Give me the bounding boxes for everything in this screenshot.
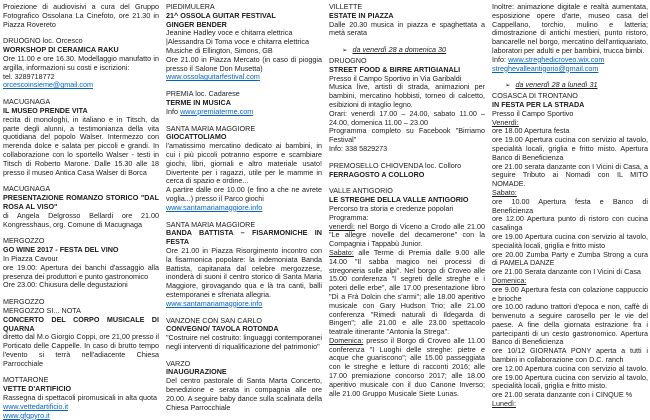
- event-title: CONVEGNO/ TAVOLA ROTONDA: [166, 324, 279, 334]
- link-line: [166, 300, 322, 309]
- event-location: DRUOGNO loc. Orcesco: [3, 36, 83, 46]
- event-location: MOTTARONE: [3, 375, 49, 385]
- event-location: PIEDIMULERA: [166, 2, 215, 11]
- web-link[interactable]: www.gfgpyro.it: [3, 410, 50, 420]
- event-block: [3, 3, 159, 29]
- link-prefix-text: Info:: [492, 54, 509, 64]
- column-4: [492, 3, 648, 420]
- link-line: [492, 65, 648, 74]
- event-text: tel. 3289718772: [3, 71, 55, 81]
- arrow-bullet-icon: ➢: [505, 82, 511, 90]
- link-line: [166, 204, 322, 213]
- date-range-text: da venerdì 28 a lunedì 31: [515, 80, 598, 90]
- web-link[interactable]: www.premiaterme.com: [180, 106, 254, 116]
- event-text: ore 9.00 Apertura festa con colazione cappuccio e brioche: [492, 284, 648, 303]
- event-block: [492, 81, 648, 91]
- web-link[interactable]: www.streghedicroveo.wix.com: [508, 54, 605, 64]
- event-text: ore 21.00 Serata danzante con I Vicini di Casa: [492, 267, 641, 277]
- event-block: [492, 92, 648, 409]
- event-text: ore 21.00 serata danzante con I Vicini di Casa, a seguire Tributo ai Nomadi con IL MITO NOMADE.: [492, 161, 648, 189]
- column-3: [329, 3, 485, 420]
- event-title: WORKSHOP DI CERAMICA RAKU: [3, 45, 119, 55]
- event-text: recita di monologhi, in italiano e in Titsch, da parte degli alunni, a testimonianza della vita quotidiana del popolo Walser. Intermezzo con merenda dolce e salata per piccoli e grandi. In collaborazione con lo sportello Walser - testi in Titsch di Roberto Marone. Dalle 15.30 alle 18 presso il museo Antica Casa Walser di Borca: [3, 114, 159, 177]
- event-location: SANTA MARIA MAGGIORE: [166, 123, 256, 133]
- event-text: |Alessandra Di Toma voce e chitarra elettrica: [166, 37, 309, 47]
- event-title: TERME IN MUSICA: [166, 97, 231, 107]
- event-block: [329, 187, 485, 398]
- event-text: ore 10.00 Apertura festa e Banco di Beneficienza: [492, 196, 648, 215]
- event-title: CONCERTO DEL CORPO MUSICALE DI QUARNA: [3, 314, 159, 333]
- event-text: Inoltre: animazione digitale e realtà aumentata, esposizione opere d'arte, museo casa del Cappellano, torchio, mulino e latteria; dimostrazione di antichi mestieri, punto ristoro, bancarelle nel borgo, mercatino dell'antiquariato, laboratori per adulti e per bambini, trucca bimbi.: [492, 2, 648, 55]
- event-text: Ore 21.00 in Piazza Mercato (in caso di pioggia presso il Salone Don Musetta): [166, 54, 322, 73]
- event-text: Info: 338 5829273: [329, 143, 388, 153]
- event-title: INAUGURAZIONE: [166, 367, 227, 377]
- event-location: COSASCA DI TRONTANO: [492, 91, 578, 101]
- day-program-text: alle Terme di Premia dalle 9.00 alle 14.00 "Il sabba magico nei processi di stregoneria sulle alpi". Nel borgo di Croveo alle 15.00 conferenza "I segreti delle streghe e i poteri delle erbe", alle 17.00 presentazione libro "Dì a Frà Dolcin che s'armi"; alle 18.00 aperitivo musicale con Gary Hudson Trio; alle 21.00 conferenza "Rimedi naturali di Ildegarda di Bingen"; alle 21.00 e alle 23.00 spettacolo teatrale itinerante "Antonia la Strega".: [329, 247, 485, 337]
- event-text: [329, 337, 485, 399]
- event-title: STREET FOOD & BIRRE ARTIGIANALI: [329, 64, 461, 74]
- event-title: GINGER BENDER: [166, 19, 227, 29]
- event-text: ore 19.00: Apertura dei banchi d'assaggio alla presenza dei produttori e punto gastronomico: [3, 262, 159, 281]
- event-title: 21^ OSSOLA GUITAR FESTIVAL: [166, 10, 276, 20]
- event-text: Programma:: [329, 212, 369, 222]
- event-block: [3, 37, 159, 90]
- event-text: "Costruire nel costruito: linguaggi contemporanei negli interventi di riqualificazione del patrimonio": [166, 333, 322, 351]
- event-text: Percorso tra storia e credenze popolari: [329, 203, 454, 213]
- event-text: Programma completo su Facebook "Birriamo Festival": [329, 126, 485, 145]
- event-location: MERGOZZO: [3, 236, 45, 246]
- event-block: [3, 237, 159, 290]
- event-location: DRUOGNO: [329, 55, 367, 65]
- event-location: PREMOSELLO CHIOVENDA loc. Colloro: [329, 160, 462, 170]
- web-link[interactable]: www.santamariamaggiore.info: [166, 298, 263, 308]
- event-text: In Piazza Cavour: [3, 253, 58, 263]
- event-title: BANDA BATTISTA – FISARMONICHE IN FESTA: [166, 228, 322, 247]
- event-location: VALLE ANTIGORIO: [329, 186, 393, 196]
- event-text: ore 19.00 Apertura cucina con servizio al tavolo, specialità locali, griglia e fritto misto. Apertura Banco di Beneficienza: [492, 135, 648, 162]
- day-label-line: Venerdì:: [492, 117, 519, 127]
- event-title: GO WINE 2017 - FESTA DEL VINO: [3, 245, 119, 255]
- event-text: Ore 21.00 in Piazza Risorgimento incontro con la fisarmonica popolare: la indemoniata Banda Battista, capitanata dal celebre mergozzese, inonderà di suoni il centro storico di Santa Maria Maggiore, girovagando qua e là tra canti, balli estemporanei e sfrenata allegria.: [166, 245, 322, 299]
- day-label: Domenica:: [329, 335, 364, 345]
- column-2: [166, 3, 322, 420]
- email-link[interactable]: orcescoinsieme@gmail.com: [3, 80, 93, 90]
- day-program-text: nel Borgo di Viceno a Crodo alle 21.00 "Le allegre novelle del decamerone" con la Compagnia i Tappabù Junior.: [329, 221, 485, 249]
- event-text: di Angela Delgrosso Bellardi ore 21.00 Kongresshaus, org. Comune di Macugnaga: [3, 210, 159, 229]
- event-block: [329, 57, 485, 154]
- arrow-bullet-icon: ➢: [342, 47, 348, 55]
- day-label-line: Sabato:: [492, 187, 517, 197]
- event-text: [329, 249, 485, 337]
- event-title: PRESENTAZIONE ROMANZO STORICO "DAL ROSA AL VISO": [3, 193, 159, 211]
- event-location: MERGOZZO SI... NOTA: [3, 305, 81, 315]
- event-block: [3, 98, 159, 177]
- event-text: [329, 223, 485, 249]
- date-range-header: [492, 81, 648, 91]
- event-text: ore 18.00 Apertura festa: [492, 126, 570, 136]
- event-location: VILLETTE: [329, 2, 363, 11]
- event-text: ore 12.00 Apertura punto di ristoro con cucina casalinga: [492, 214, 648, 233]
- event-location: MERGOZZO: [3, 297, 45, 307]
- event-text: Ore 11.00 e ore 16.30. Modellaggio manufatto in argilla, informazioni su costi e iscrizioni:: [3, 53, 159, 72]
- event-location: VANZONE CON SAN CARLO: [166, 315, 263, 325]
- event-text: Rassegna di spettacoli piromusicali in alta quota: [3, 393, 158, 403]
- day-label: Sabato:: [329, 247, 354, 257]
- link-line: [3, 81, 159, 90]
- event-text: Musiche di Ellington, Simons, GB: [166, 45, 273, 55]
- event-text: Musica live, artisti di strada, animazioni per bambini, mercatino hobbisti, torneo di calcetto, esibizioni di intaglio legno.: [329, 82, 485, 109]
- event-block: [3, 298, 159, 368]
- event-text: Proiezione di audiovisivi a cura del Gruppo Fotografico Ossolana La Cinefoto, ore 21.30 in Piazza Rovereto: [3, 2, 159, 29]
- event-text: Orari: venerdì 17.00 – 24.00, sabato 11.00 – 24.00, domenica 11.00 – 23.00: [329, 108, 485, 127]
- event-block: [329, 162, 485, 180]
- event-text: Dalle 20.30 musica in piazza e spaghettata a metà serata: [329, 19, 485, 38]
- date-range-text: da venerdì 28 a domenica 30: [352, 45, 447, 55]
- event-text: A partire dalle ore 10.00 (e fino a che ne avrete voglia...) presso il Parco giochi: [166, 185, 322, 203]
- link-prefix-text: Info: [166, 106, 181, 116]
- event-text: Presso il Campo Sportivo: [492, 108, 574, 118]
- event-text: diretto dal M.o Giorgio Coppi, ore 21,00 presso il Porticato delle Cappelle. In caso di brutto tempo l'evento si terrà nell'adiacente Chiesa Parrocchiale: [3, 332, 159, 368]
- email-link[interactable]: streghevalleantigorio@gmail.com: [492, 63, 599, 73]
- event-block: [3, 185, 159, 229]
- event-text: ore 12.00 Apertura cucina con servizio al tavolo. ore 19.00 Apertura cucina con servizio al tavolo, specialità locali, griglia e fritto misto.: [492, 363, 648, 391]
- day-program-text: presso il Borgo di Croveo alle 11.00 conferenza "I Luoghi delle streghe: pietre e acque che guariscono"; alle 15.00 passeggiata con le streghe e letture di racconti 2016; alle 17.00 premiazione concorso 2017; alle 18.00 aperitivo musicale con il duo Canone Inverso; alle 21.00 Gruppo Musicale Siete Lunas.: [329, 335, 485, 398]
- event-title: FERRAGOSTO A COLLORO: [329, 169, 425, 179]
- event-block: [3, 376, 159, 420]
- event-text: ore 10.00 raduno trattori d'epoca e non, caffè di benvenuto a seguire carosello per le vie del paese. A fine della giornata estrazione fra i partecipanti di un cesto gastronomico. Apertura Banco di Beneficienza: [492, 302, 648, 347]
- event-title: LE STREGHE DELLA VALLE ANTIGORIO: [329, 195, 469, 205]
- link-line: [166, 73, 322, 82]
- day-label: venerdì:: [329, 221, 355, 231]
- date-range-header: [329, 46, 485, 56]
- event-location: PREMIA loc. Cadarese: [166, 89, 240, 99]
- event-text: Presso il Campo Sportivo in Via Garibaldi: [329, 73, 462, 83]
- event-text: ore 20.00 Zumba Party e Zumba Strong a cura di PAMELA DANZE: [492, 249, 648, 268]
- event-text: Ore 23.00: Chiusura delle degustazioni: [3, 280, 128, 290]
- event-text: Del centro pastorale di Santa Marta Concerto, benedizione e serata in compagnia alle ore 20.00. A seguire baby dance sulla scalinata della Chiesa Parrocchiale: [166, 376, 322, 412]
- event-location: MACUGNAGA: [3, 97, 51, 107]
- event-block: [166, 221, 322, 309]
- event-block: [329, 46, 485, 56]
- event-text: l'amatissimo mercatino dedicato ai bambini, in cui i più piccoli potranno esporre e scambiare giochi, libri, giornali e altro materiale usato! Divertente per i ragazzi, utile per le mamme in cerca di spazio e ordine...: [166, 141, 322, 186]
- event-text: Jeanine Hadley voce e chitarra elettrica: [166, 28, 293, 38]
- day-label-line: Lunedì:: [492, 399, 516, 409]
- event-title: IL MUSEO PRENDE VITA: [3, 105, 88, 115]
- web-link[interactable]: www.ossolaguitarfestival.com: [166, 72, 260, 82]
- event-block: [166, 125, 322, 213]
- event-title: IN FESTA PER LA STRADA: [492, 99, 585, 109]
- event-block: [329, 3, 485, 38]
- event-block: [166, 360, 322, 413]
- event-location: VARZO: [166, 358, 191, 368]
- event-block: [166, 3, 322, 82]
- event-block: [492, 3, 648, 73]
- event-title: GIOCATTOLIAMO: [166, 132, 227, 142]
- event-block: [166, 317, 322, 352]
- event-title: ESTATE IN PIAZZA: [329, 10, 394, 20]
- web-link[interactable]: www.vettedartificio.it: [3, 401, 69, 411]
- event-location: SANTA MARIA MAGGIORE: [166, 219, 256, 229]
- event-text: ore 21.00 serata danzante con i CINQUE %: [492, 390, 633, 400]
- event-title: VETTE D'ARTIFICIO: [3, 384, 72, 394]
- day-label-line: Domenica:: [492, 275, 527, 285]
- column-1: [3, 3, 159, 420]
- event-text: ore 19.00 Apertura cucina con servizio al tavolo, specialità locali, griglia e fritto misto: [492, 231, 648, 250]
- event-location: MACUGNAGA: [3, 184, 51, 194]
- link-line: [3, 412, 159, 420]
- link-line: [166, 108, 322, 117]
- event-text: ore 10/12 GIORNATA PONY aperta a tutti i bambini in collaborazione con D.C. ranch: [492, 346, 648, 365]
- event-block: [166, 90, 322, 116]
- web-link[interactable]: www.santamariamaggiore.info: [166, 202, 263, 212]
